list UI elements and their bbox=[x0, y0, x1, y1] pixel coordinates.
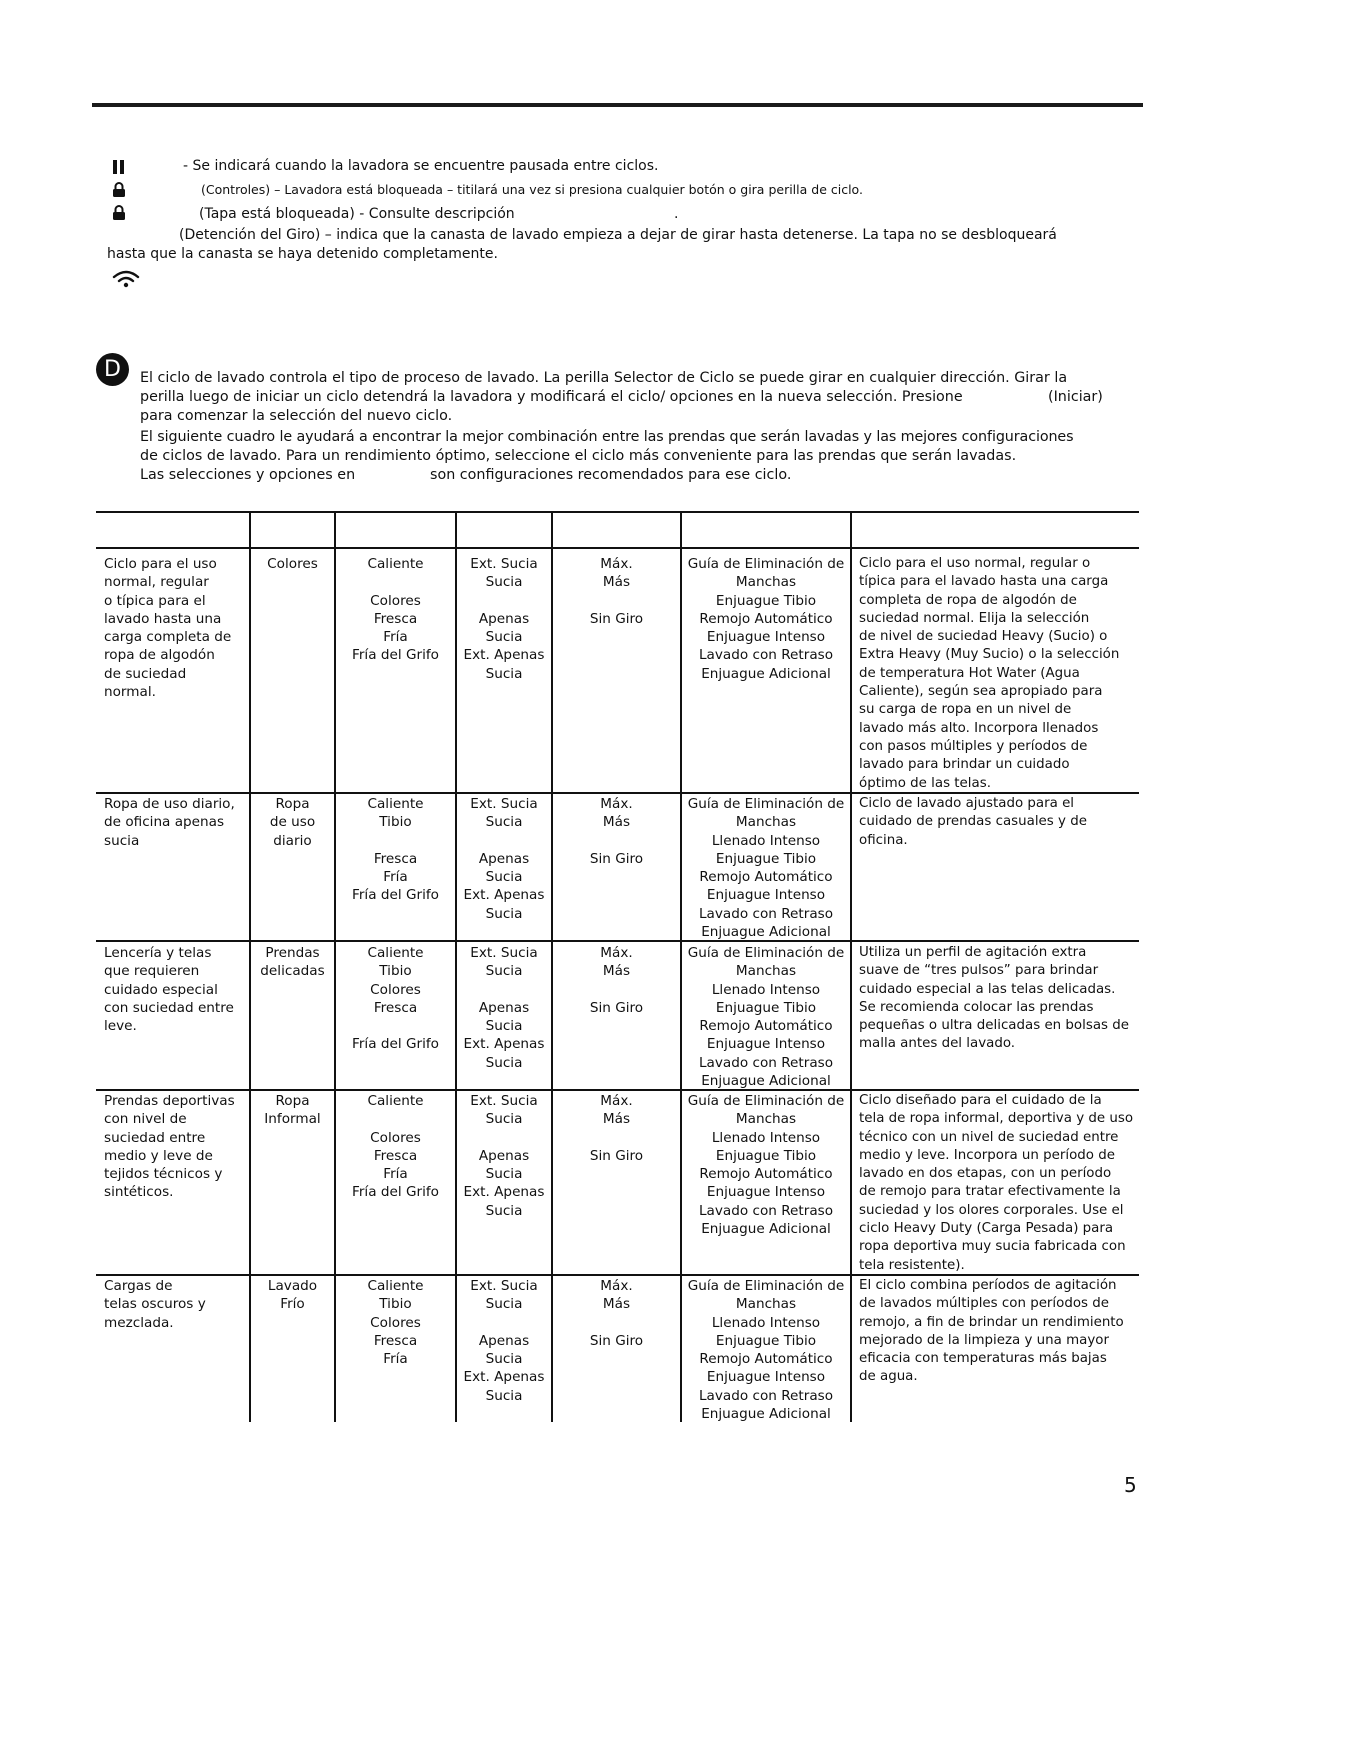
cell-line: Ropa bbox=[275, 1093, 310, 1109]
cell-use bbox=[104, 555, 248, 701]
cell-line: Enjuague Tibio bbox=[715, 592, 817, 609]
cell-line: Sucia bbox=[485, 1387, 523, 1404]
cell-options bbox=[682, 1092, 850, 1238]
cell-line: Sin Giro bbox=[589, 850, 644, 867]
cell-line: Sucia bbox=[485, 1018, 523, 1035]
cell-use bbox=[104, 944, 248, 1035]
cell-line: medio y leve de bbox=[104, 1147, 213, 1164]
cell-line: Fría del Grifo bbox=[352, 1036, 439, 1053]
cell-line: Caliente bbox=[367, 1093, 424, 1109]
cell-line: de agua. bbox=[859, 1369, 918, 1385]
cell-line bbox=[457, 1129, 551, 1147]
cell-line: Prendas bbox=[265, 945, 320, 961]
cell-temperature bbox=[336, 1092, 455, 1202]
cell-line: de uso bbox=[269, 814, 316, 831]
cell-temperature bbox=[336, 1277, 455, 1368]
cell-line: Tibio bbox=[379, 963, 412, 980]
cell-line: Fría bbox=[383, 869, 408, 886]
cell-line: completa de ropa de algodón de bbox=[859, 592, 1077, 608]
cell-use bbox=[104, 1277, 248, 1332]
cell-line: Extra Heavy (Muy Sucio) o la selección bbox=[859, 647, 1120, 663]
cell-line: Fría bbox=[383, 1351, 408, 1368]
cell-line: lavado hasta una bbox=[104, 610, 222, 627]
cell-spin bbox=[553, 795, 680, 868]
cell-line: Frío bbox=[280, 1296, 305, 1313]
wifi-icon bbox=[112, 270, 140, 288]
cell-line: Llenado Intenso bbox=[711, 981, 821, 998]
cell-line: Sucia bbox=[485, 1202, 523, 1219]
cell-line: Guía de Eliminación de bbox=[687, 1278, 845, 1294]
cell-description bbox=[859, 1277, 1144, 1387]
cell-cycle bbox=[251, 1277, 334, 1314]
cell-line: Colores bbox=[370, 1314, 421, 1331]
cell-line: medio y leve. Incorpora un período de bbox=[859, 1147, 1115, 1163]
cell-line: Ropa de uso diario, bbox=[104, 796, 235, 812]
cell-spin bbox=[553, 1277, 680, 1350]
cell-line: Sucia bbox=[485, 1296, 523, 1313]
cell-line: Colores bbox=[370, 592, 421, 609]
cell-line: Lavado con Retraso bbox=[698, 647, 834, 664]
cell-line: Guía de Eliminación de bbox=[687, 556, 845, 572]
cell-line: Remojo Automático bbox=[699, 610, 833, 627]
cell-line: ropa de algodón bbox=[104, 647, 215, 664]
cell-line: Colores bbox=[370, 1129, 421, 1146]
cell-line: Manchas bbox=[735, 814, 797, 831]
cell-line: Ext. Sucia bbox=[470, 796, 538, 812]
cell-line: Manchas bbox=[735, 963, 797, 980]
cell-line: Enjuague Intenso bbox=[706, 629, 826, 646]
status-lid-locked-end: . bbox=[674, 206, 679, 222]
row-divider bbox=[96, 1089, 1139, 1091]
cell-line: Lavado con Retraso bbox=[698, 1202, 834, 1219]
cell-line: Más bbox=[602, 1296, 631, 1313]
cell-options bbox=[682, 944, 850, 1090]
cell-line: remojo, a fin de brindar un rendimiento bbox=[859, 1314, 1124, 1330]
cell-line: lavado para brindar un cuidado bbox=[859, 757, 1070, 773]
cell-line: de nivel de suciedad Heavy (Sucio) o bbox=[859, 629, 1108, 645]
cell-line: Guía de Eliminación de bbox=[687, 796, 845, 812]
status-spin-stop-text: (Detención del Giro) – indica que la canasta de lavado empieza a dejar de girar hasta detenerse. La tapa no se desbloqueará bbox=[179, 227, 1057, 243]
cell-soil-level bbox=[457, 1277, 551, 1405]
cell-line: Remojo Automático bbox=[699, 1166, 833, 1183]
cell-line: mejorado de la limpieza y una mayor bbox=[859, 1332, 1109, 1348]
pause-icon bbox=[112, 159, 126, 175]
cell-spin bbox=[553, 1092, 680, 1165]
cell-line: Ciclo para el uso bbox=[104, 556, 217, 572]
cell-line: Fresca bbox=[373, 850, 418, 867]
cell-line: Más bbox=[602, 814, 631, 831]
cell-line: Sucia bbox=[485, 814, 523, 831]
cell-line: Ciclo para el uso normal, regular o bbox=[859, 556, 1091, 571]
cell-line: Máx. bbox=[600, 945, 633, 961]
cell-line: Colores bbox=[267, 556, 318, 572]
cell-line: Máx. bbox=[600, 1278, 633, 1294]
cell-line: Ciclo diseñado para el cuidado de la bbox=[859, 1093, 1102, 1108]
cell-line bbox=[336, 1110, 455, 1128]
intro-text: Las selecciones y opciones en bbox=[140, 467, 356, 483]
row-divider bbox=[96, 940, 1139, 942]
cell-line: Apenas bbox=[478, 1147, 530, 1164]
cell-line: Sin Giro bbox=[589, 999, 644, 1016]
cell-line: Caliente bbox=[367, 556, 424, 572]
cell-line: mezclada. bbox=[104, 1314, 174, 1331]
cell-cycle bbox=[251, 795, 334, 850]
cell-line: suciedad entre bbox=[104, 1129, 206, 1146]
cell-line: Enjuague Intenso bbox=[706, 1369, 826, 1386]
cell-cycle bbox=[251, 944, 334, 981]
cell-line: Sucia bbox=[485, 1166, 523, 1183]
cell-line: Ciclo de lavado ajustado para el bbox=[859, 796, 1075, 811]
cell-line: Ext. Sucia bbox=[470, 1278, 538, 1294]
cell-line: Ropa bbox=[275, 796, 310, 812]
cell-line: normal, regular bbox=[104, 574, 209, 591]
cell-line: Ext. Sucia bbox=[470, 556, 538, 572]
cell-line: sintéticos. bbox=[104, 1184, 174, 1201]
cell-line: telas oscuros y bbox=[104, 1296, 206, 1313]
cell-line: tejidos técnicos y bbox=[104, 1166, 223, 1183]
cell-line: Manchas bbox=[735, 1111, 797, 1128]
cell-line: Cargas de bbox=[104, 1278, 173, 1294]
cell-line: Sucia bbox=[485, 1054, 523, 1071]
cell-line: Apenas bbox=[478, 999, 530, 1016]
cell-line: Guía de Eliminación de bbox=[687, 945, 845, 961]
cell-line: Manchas bbox=[735, 574, 797, 591]
cell-line: tela de ropa informal, deportiva y de uso bbox=[859, 1111, 1134, 1127]
cell-line: Informal bbox=[264, 1111, 321, 1128]
cell-line: Se recomienda colocar las prendas bbox=[859, 999, 1094, 1015]
cell-line: Prendas deportivas bbox=[104, 1093, 235, 1109]
cell-line: Enjuague Tibio bbox=[715, 1147, 817, 1164]
cell-temperature bbox=[336, 795, 455, 905]
intro-text: El ciclo de lavado controla el tipo de proceso de lavado. La perilla Selector de Ciclo se puede girar en cualquier dirección. Girar la bbox=[140, 370, 1068, 386]
status-lid-locked-text: (Tapa está bloqueada) - Consulte descripción bbox=[199, 206, 515, 222]
cell-line: Ext. Apenas bbox=[463, 1036, 545, 1053]
cell-line: Fría del Grifo bbox=[352, 1184, 439, 1201]
cell-line: Enjuague Intenso bbox=[706, 1036, 826, 1053]
cell-line: de oficina apenas bbox=[104, 814, 225, 831]
cell-line: Llenado Intenso bbox=[711, 832, 821, 849]
cell-line: suciedad y los olores corporales. Use el bbox=[859, 1202, 1124, 1218]
cell-line: Ext. Apenas bbox=[463, 1369, 545, 1386]
cell-line: Utiliza un perfil de agitación extra bbox=[859, 945, 1087, 960]
cell-line: Enjuague Tibio bbox=[715, 850, 817, 867]
cell-line: Tibio bbox=[379, 814, 412, 831]
column-divider bbox=[850, 511, 852, 1422]
cell-line bbox=[553, 832, 680, 850]
cell-line: Caliente bbox=[367, 796, 424, 812]
cell-line: Manchas bbox=[735, 1296, 797, 1313]
cell-line: con suciedad entre bbox=[104, 999, 234, 1016]
cell-line bbox=[553, 1314, 680, 1332]
intro-text: para comenzar la selección del nuevo ciclo. bbox=[140, 408, 453, 424]
intro-text: de ciclos de lavado. Para un rendimiento óptimo, seleccione el ciclo más conveniente para las prendas que serán lavadas. bbox=[140, 448, 1017, 464]
cell-temperature bbox=[336, 555, 455, 665]
cell-line: Sin Giro bbox=[589, 610, 644, 627]
cell-description bbox=[859, 795, 1144, 850]
cell-options bbox=[682, 1277, 850, 1423]
cell-line bbox=[336, 1017, 455, 1035]
cell-line: Caliente), según sea apropiado para bbox=[859, 684, 1103, 700]
cell-line: o típica para el bbox=[104, 592, 206, 609]
cell-line bbox=[336, 832, 455, 850]
cell-line: Llenado Intenso bbox=[711, 1129, 821, 1146]
cell-line: Llenado Intenso bbox=[711, 1314, 821, 1331]
top-rule bbox=[92, 103, 1143, 107]
cell-line: con pasos múltiples y períodos de bbox=[859, 738, 1088, 754]
cell-line: carga completa de bbox=[104, 629, 232, 646]
cell-line: Lencería y telas bbox=[104, 945, 212, 961]
cell-description bbox=[859, 555, 1144, 793]
cell-line: Enjuague Adicional bbox=[701, 924, 831, 941]
cell-line: Guía de Eliminación de bbox=[687, 1093, 845, 1109]
cell-line: Sucia bbox=[485, 629, 523, 646]
cell-line: Apenas bbox=[478, 1332, 530, 1349]
cell-line: que requieren bbox=[104, 963, 200, 980]
cell-line bbox=[336, 573, 455, 591]
cell-line: leve. bbox=[104, 1018, 137, 1035]
intro-text: perilla luego de iniciar un ciclo detendrá la lavadora y modificará el ciclo/ opciones en la nueva selección. Presione bbox=[140, 389, 963, 405]
cell-line: de remojo para tratar efectivamente la bbox=[859, 1184, 1121, 1200]
table-top-rule bbox=[96, 511, 1139, 513]
cell-line: lavado en dos etapas, con un período bbox=[859, 1166, 1112, 1182]
cell-line: cuidado de prendas casuales y de bbox=[859, 814, 1087, 830]
cell-soil-level bbox=[457, 555, 551, 683]
cell-line: diario bbox=[273, 832, 312, 849]
cell-soil-level bbox=[457, 944, 551, 1072]
cell-cycle bbox=[251, 555, 334, 573]
cell-line: con nivel de bbox=[104, 1111, 187, 1128]
cell-line: suciedad normal. Elija la selección bbox=[859, 610, 1090, 626]
cell-line: Apenas bbox=[478, 610, 530, 627]
cell-soil-level bbox=[457, 795, 551, 923]
cell-line bbox=[553, 1129, 680, 1147]
lock-icon bbox=[112, 182, 126, 198]
cell-line: Remojo Automático bbox=[699, 869, 833, 886]
cell-line: óptimo de las telas. bbox=[859, 775, 991, 791]
cell-line: Ext. Apenas bbox=[463, 647, 545, 664]
cell-line bbox=[553, 981, 680, 999]
cell-cycle bbox=[251, 1092, 334, 1129]
page-number: 5 bbox=[1124, 1473, 1137, 1497]
cell-line: Fría bbox=[383, 629, 408, 646]
cell-line: Caliente bbox=[367, 1278, 424, 1294]
cell-line: Ext. Apenas bbox=[463, 887, 545, 904]
cell-line: Tibio bbox=[379, 1296, 412, 1313]
cell-line: Enjuague Adicional bbox=[701, 1406, 831, 1423]
table-header-rule bbox=[96, 547, 1139, 549]
cell-line: Más bbox=[602, 1111, 631, 1128]
status-controls-locked-text: (Controles) – Lavadora está bloqueada – titilará una vez si presiona cualquier botón o gira perilla de ciclo. bbox=[201, 182, 863, 197]
cell-line: Lavado con Retraso bbox=[698, 1387, 834, 1404]
cell-line: cuidado especial a las telas delicadas. bbox=[859, 981, 1116, 997]
cell-line: Máx. bbox=[600, 796, 633, 812]
cell-line: Remojo Automático bbox=[699, 1018, 833, 1035]
cell-line: Sucia bbox=[485, 574, 523, 591]
cell-line: Colores bbox=[370, 981, 421, 998]
cell-line: técnico con un nivel de suciedad entre bbox=[859, 1129, 1119, 1145]
cell-line bbox=[457, 592, 551, 610]
cell-line: sucia bbox=[104, 832, 140, 849]
cell-line: pequeñas o ultra delicadas en bolsas de bbox=[859, 1018, 1129, 1034]
cell-line: lavado más alto. Incorpora llenados bbox=[859, 720, 1099, 736]
cell-use bbox=[104, 1092, 248, 1202]
cell-line: Sucia bbox=[485, 963, 523, 980]
status-spin-stop-text-cont: hasta que la canasta se haya detenido completamente. bbox=[107, 246, 498, 262]
cell-line: Fresca bbox=[373, 999, 418, 1016]
cell-options bbox=[682, 555, 850, 683]
cell-line: eficacia con temperaturas más bajas bbox=[859, 1351, 1107, 1367]
cell-line: Fresca bbox=[373, 610, 418, 627]
cell-line: Sucia bbox=[485, 869, 523, 886]
cell-line: Enjuague Tibio bbox=[715, 1332, 817, 1349]
cell-line: Sucia bbox=[485, 1351, 523, 1368]
cell-line: Enjuague Intenso bbox=[706, 887, 826, 904]
cell-line: Sin Giro bbox=[589, 1147, 644, 1164]
cell-line: Ext. Apenas bbox=[463, 1184, 545, 1201]
cell-line: Fresca bbox=[373, 1332, 418, 1349]
cell-line: de suciedad bbox=[104, 665, 187, 682]
cell-line: Caliente bbox=[367, 945, 424, 961]
cell-line: Máx. bbox=[600, 556, 633, 572]
cell-line: Fría del Grifo bbox=[352, 887, 439, 904]
cell-line: Sucia bbox=[485, 1111, 523, 1128]
cell-line: ciclo Heavy Duty (Carga Pesada) para bbox=[859, 1221, 1114, 1237]
cell-line: Sucia bbox=[485, 905, 523, 922]
cell-line: Fría bbox=[383, 1166, 408, 1183]
cell-line: Enjuague Adicional bbox=[701, 665, 831, 682]
cell-options bbox=[682, 795, 850, 941]
cell-line: Sin Giro bbox=[589, 1332, 644, 1349]
cell-line bbox=[457, 981, 551, 999]
cell-line: de temperatura Hot Water (Agua bbox=[859, 665, 1080, 681]
cell-line: Lavado con Retraso bbox=[698, 1054, 834, 1071]
cell-line: Sucia bbox=[485, 665, 523, 682]
cell-line: típica para el lavado hasta una carga bbox=[859, 574, 1109, 590]
cell-line: Enjuague Tibio bbox=[715, 999, 817, 1016]
cell-use bbox=[104, 795, 248, 850]
cell-line: Enjuague Adicional bbox=[701, 1073, 831, 1090]
cell-description bbox=[859, 944, 1144, 1054]
cell-line bbox=[553, 592, 680, 610]
cell-line: Enjuague Intenso bbox=[706, 1184, 826, 1201]
cell-line bbox=[457, 1314, 551, 1332]
cell-line: cuidado especial bbox=[104, 981, 218, 998]
cell-spin bbox=[553, 555, 680, 628]
cell-line: Más bbox=[602, 574, 631, 591]
cell-line: Fría del Grifo bbox=[352, 647, 439, 664]
intro-text: El siguiente cuadro le ayudará a encontrar la mejor combinación entre las prendas que serán lavadas y las mejores configuraciones bbox=[140, 429, 1074, 445]
cell-temperature bbox=[336, 944, 455, 1054]
cell-line: tela resistente). bbox=[859, 1257, 965, 1273]
intro-text: (Iniciar) bbox=[1048, 389, 1103, 405]
cell-soil-level bbox=[457, 1092, 551, 1220]
cell-line bbox=[457, 832, 551, 850]
cell-line: oficina. bbox=[859, 832, 908, 848]
cell-line: Lavado bbox=[267, 1278, 318, 1294]
cell-line: Lavado con Retraso bbox=[698, 905, 834, 922]
intro-text: son configuraciones recomendados para ese ciclo. bbox=[430, 467, 792, 483]
cell-line: Enjuague Adicional bbox=[701, 1221, 831, 1238]
cell-line: Máx. bbox=[600, 1093, 633, 1109]
cell-line: normal. bbox=[104, 684, 156, 701]
cell-line: suave de “tres pulsos” para brindar bbox=[859, 963, 1099, 979]
cell-line: Más bbox=[602, 963, 631, 980]
cell-line: Remojo Automático bbox=[699, 1351, 833, 1368]
cell-description bbox=[859, 1092, 1144, 1275]
cell-line: su carga de ropa en un nivel de bbox=[859, 702, 1072, 718]
status-paused-text: - Se indicará cuando la lavadora se encuentre pausada entre ciclos. bbox=[183, 158, 659, 174]
cell-line: delicadas bbox=[260, 963, 325, 980]
cell-line: de lavados múltiples con períodos de bbox=[859, 1296, 1110, 1312]
section-d-badge: D bbox=[96, 353, 129, 386]
cell-line: Ext. Sucia bbox=[470, 1093, 538, 1109]
cell-line: ropa deportiva muy sucia fabricada con bbox=[859, 1239, 1126, 1255]
lock-icon bbox=[112, 205, 126, 221]
cell-spin bbox=[553, 944, 680, 1017]
cell-line: Apenas bbox=[478, 850, 530, 867]
cell-line: Fresca bbox=[373, 1147, 418, 1164]
cell-line: Ext. Sucia bbox=[470, 945, 538, 961]
cell-line: El ciclo combina períodos de agitación bbox=[859, 1278, 1117, 1293]
cell-line: malla antes del lavado. bbox=[859, 1036, 1016, 1052]
